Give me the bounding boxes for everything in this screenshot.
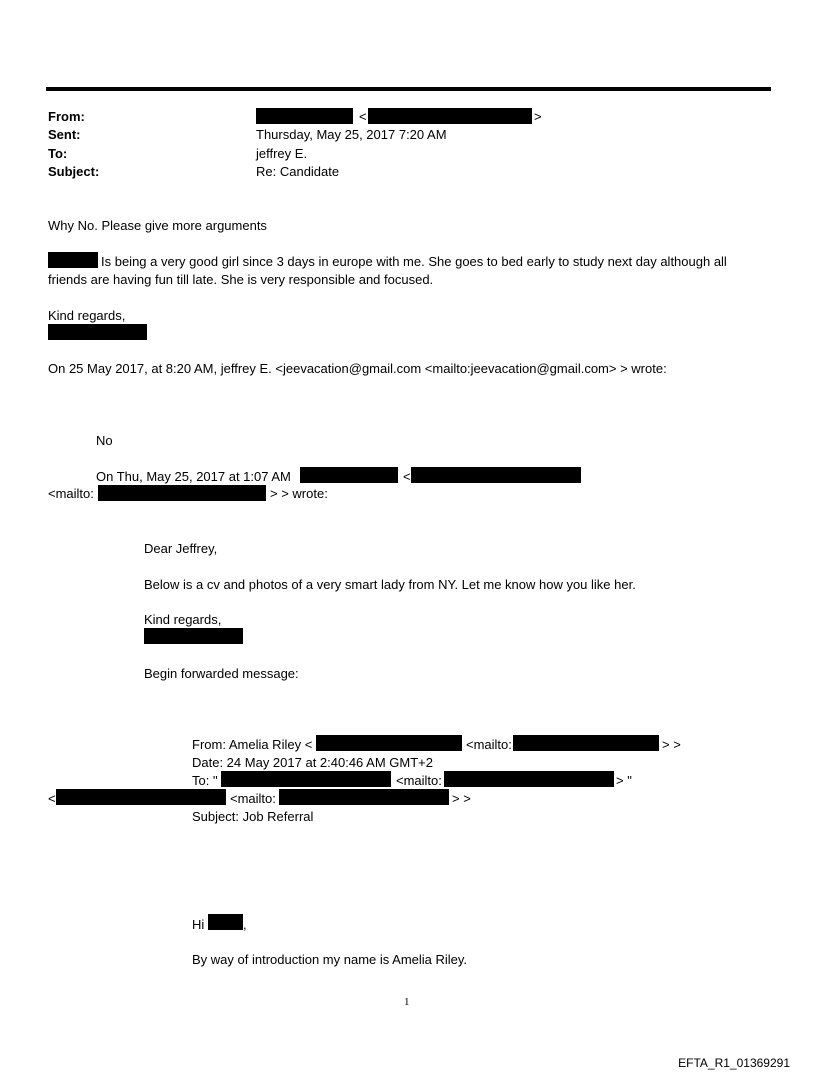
reply-on-line: On Thu, May 25, 2017 at 1:07 AM	[96, 469, 291, 484]
reply-lt: <	[403, 469, 411, 484]
reply2-greeting: Dear Jeffrey,	[144, 541, 218, 556]
sent-value: Thursday, May 25, 2017 7:20 AM	[256, 127, 447, 142]
reply2-text: Below is a cv and photos of a very smart lady from NY. Let me know how you like her.	[144, 577, 636, 592]
from-lt: <	[359, 109, 367, 124]
from-gt: >	[534, 109, 542, 124]
reply-no: No	[96, 433, 113, 448]
quote-header: On 25 May 2017, at 8:20 AM, jeffrey E. <jeevacation@gmail.com <mailto:jeevacation@gmail.com> > wrote:	[48, 361, 667, 376]
body-regards: Kind regards,	[48, 308, 126, 323]
redaction-fwd-from-mailto	[513, 735, 659, 751]
header-rule	[46, 87, 771, 91]
redaction-sender-name	[256, 108, 353, 124]
reply-mailto-prefix: <mailto:	[48, 486, 94, 501]
to-value: jeffrey E.	[256, 146, 308, 161]
fwd-from-prefix: From: Amelia Riley <	[192, 737, 313, 752]
redaction-reply-mailto	[98, 485, 266, 501]
redaction-fwd-cc-email	[56, 789, 226, 805]
fwd-to-end: > "	[616, 773, 632, 788]
reply2-regards: Kind regards,	[144, 612, 222, 627]
reply2-forwarded: Begin forwarded message:	[144, 666, 299, 681]
fwd-cc-end: > >	[452, 791, 471, 806]
fwd-cc-mailto: <mailto:	[230, 791, 276, 806]
to-label: To:	[48, 146, 68, 161]
reply-wrote: > > wrote:	[270, 486, 328, 501]
fwd-subject: Subject: Job Referral	[192, 809, 314, 824]
redaction-sender-email	[368, 108, 532, 124]
fwd-hi-comma: ,	[243, 917, 247, 932]
redaction-name-inline	[48, 252, 98, 268]
redaction-reply-name	[300, 467, 398, 483]
fwd-from-end: > >	[662, 737, 681, 752]
from-label: From:	[48, 109, 85, 124]
redaction-fwd-to-name	[221, 771, 391, 787]
fwd-hi: Hi	[192, 917, 205, 932]
sent-label: Sent:	[48, 127, 81, 142]
redaction-signature	[48, 324, 147, 340]
fwd-cc-prefix: <	[48, 791, 56, 806]
redaction-reply2-signature	[144, 628, 243, 644]
fwd-to-mailto: <mailto:	[396, 773, 442, 788]
fwd-date: Date: 24 May 2017 at 2:40:46 AM GMT+2	[192, 755, 433, 770]
fwd-intro: By way of introduction my name is Amelia Riley.	[192, 952, 468, 967]
redaction-fwd-hi-name	[208, 914, 243, 930]
redaction-fwd-to-mailto	[444, 771, 614, 787]
redaction-fwd-from-email	[316, 735, 462, 751]
redaction-fwd-cc-mailto	[279, 789, 449, 805]
body-line-2b: friends are having fun till late. She is very responsible and focused.	[48, 272, 434, 287]
document-id: EFTA_R1_01369291	[678, 1056, 790, 1070]
subject-label: Subject:	[48, 164, 100, 179]
body-line-1: Why No. Please give more arguments	[48, 218, 267, 233]
fwd-to-prefix: To: "	[192, 773, 218, 788]
subject-value: Re: Candidate	[256, 164, 340, 179]
page-number: 1	[404, 996, 410, 1008]
fwd-from-mailto: <mailto:	[466, 737, 512, 752]
body-line-2a: Is being a very good girl since 3 days in europe with me. She goes to bed early to study next day although all	[101, 254, 727, 269]
redaction-reply-email	[411, 467, 581, 483]
